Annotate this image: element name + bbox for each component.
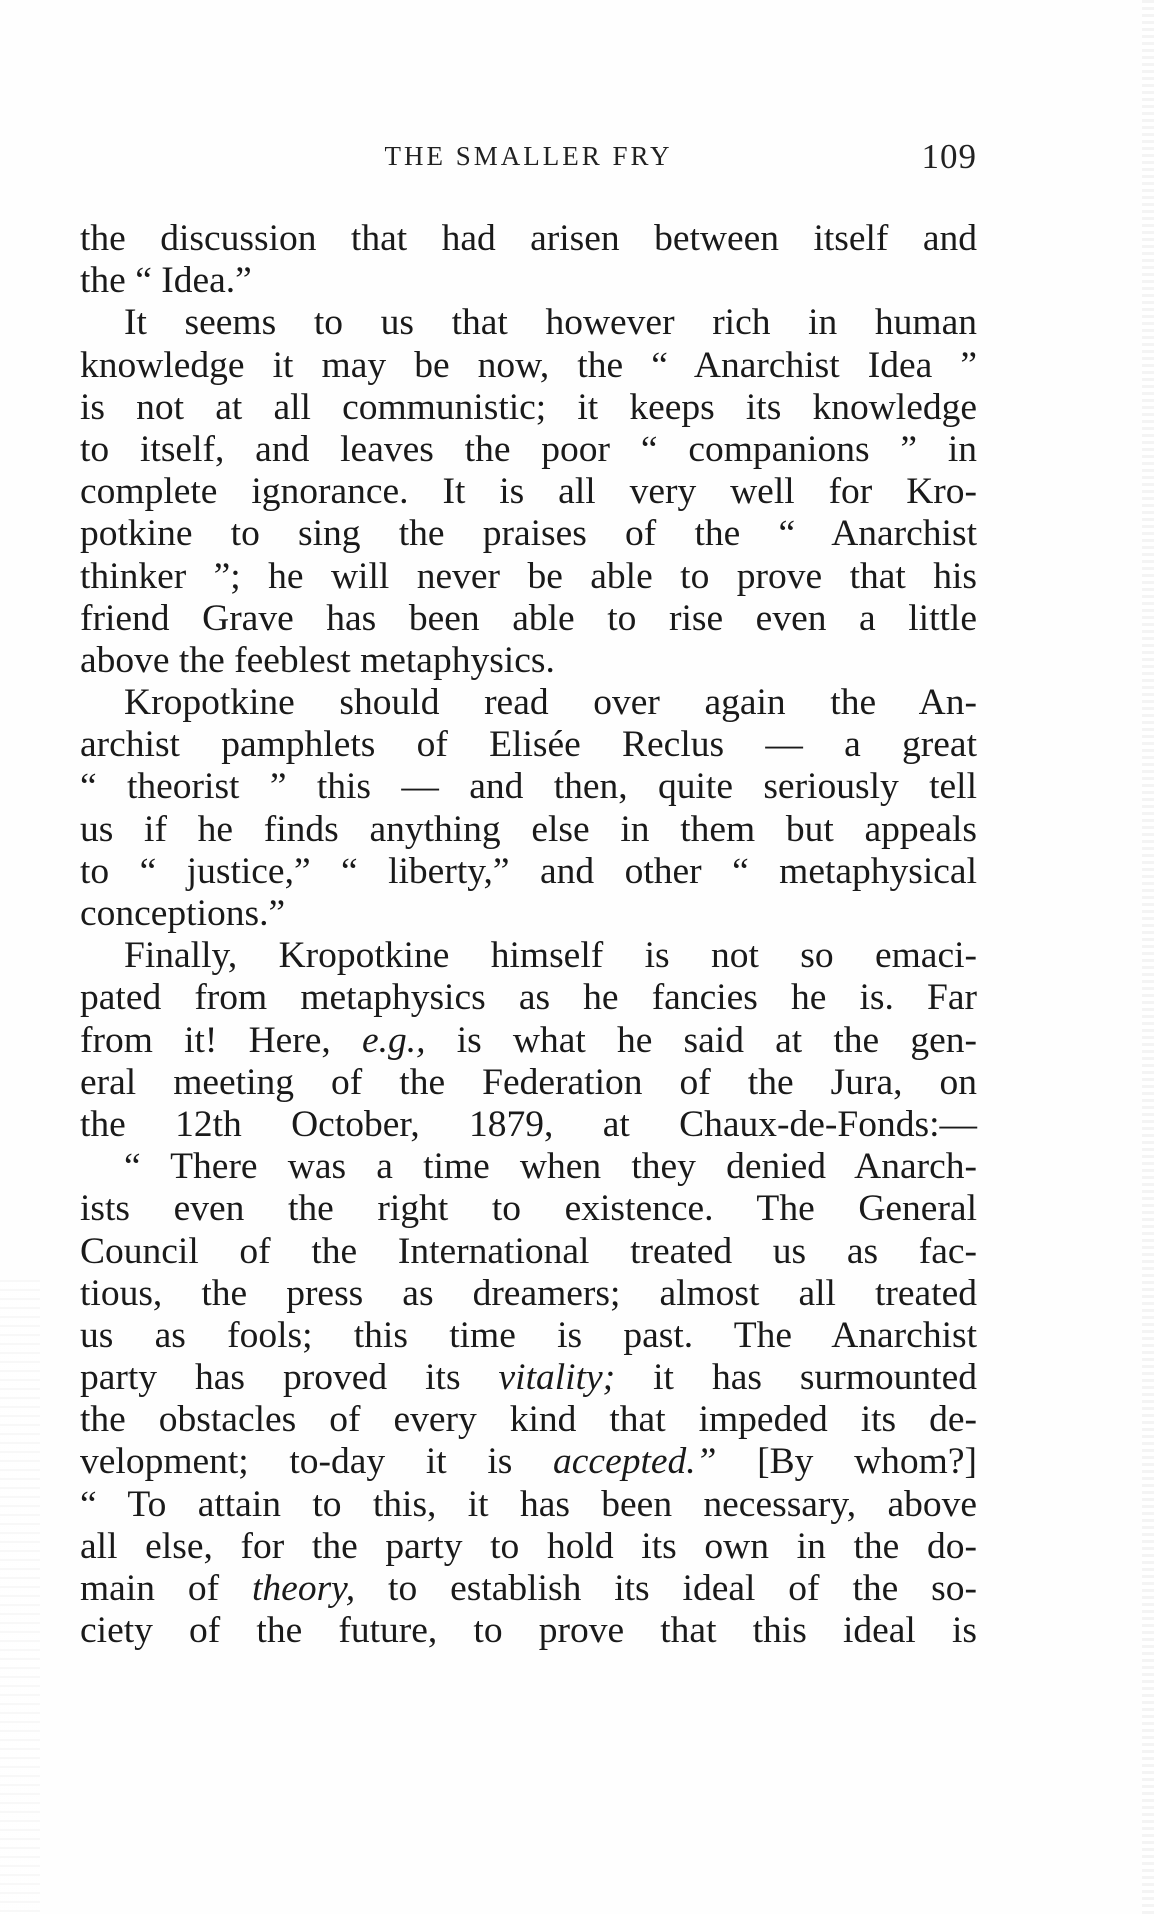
paragraph-first-line: Finally, Kropotkine himself is not so emaci-	[124, 935, 977, 977]
text-line: above the feeblest metaphysics.	[80, 639, 555, 681]
paragraph-first-line: Kropotkine should read over again the An-	[124, 682, 977, 724]
text-line: potkine to sing the praises of the “ Anarchist	[80, 513, 977, 555]
text-line: ciety of the future, to prove that this ideal is	[80, 1610, 977, 1652]
text-line: archist pamphlets of Elisée Reclus — a great	[80, 724, 977, 766]
italic-text: e.g.,	[362, 1019, 426, 1061]
page-edge-shading	[0, 1280, 40, 1914]
text-line: ists even the right to existence. The General	[80, 1188, 977, 1230]
text-line: us if he finds anything else in them but appeals	[80, 808, 977, 850]
text-line: from it! Here, e.g., is what he said at the gen-	[80, 1019, 978, 1061]
text-line: us as fools; this time is past. The Anarchist	[80, 1314, 977, 1356]
italic-text: theory,	[252, 1568, 356, 1609]
page-edge-shading	[1142, 0, 1154, 1914]
paragraph-first-line: It seems to us that however rich in human	[124, 302, 977, 344]
text-line: the obstacles of every kind that impeded its de-	[80, 1399, 977, 1441]
text-line: the discussion that had arisen between itself and	[80, 218, 977, 259]
running-header	[80, 137, 977, 181]
page-number: 109	[921, 137, 977, 176]
text-line: “ theorist ” this — and then, quite seriously tell	[80, 766, 977, 808]
italic-text: vitality;	[498, 1357, 616, 1399]
text-line: complete ignorance. It is all very well for Kro-	[80, 471, 977, 513]
text-line: to “ justice,” “ liberty,” and other “ metaphysical	[80, 850, 977, 892]
text-line: eral meeting of the Federation of the Jura, on	[80, 1061, 977, 1103]
text-line: thinker ”; he will never be able to prove that his	[80, 555, 977, 597]
text-line: all else, for the party to hold its own in the do-	[80, 1525, 977, 1567]
paragraph-first-line: “ There was a time when they denied Anarch-	[124, 1146, 977, 1188]
text-line: party has proved its vitality; it has surmounted	[80, 1357, 977, 1399]
text-line: Council of the International treated us as fac-	[80, 1230, 977, 1272]
text-line: conceptions.”	[80, 893, 286, 934]
text-line: knowledge it may be now, the “ Anarchist Idea ”	[80, 344, 977, 386]
text-line: pated from metaphysics as he fancies he is. Far	[80, 977, 977, 1019]
body-text	[80, 218, 977, 1652]
text-line: friend Grave has been able to rise even a little	[80, 597, 977, 639]
text-line: the “ Idea.”	[80, 260, 252, 302]
text-line: tious, the press as dreamers; almost all treated	[80, 1272, 977, 1314]
text-line: to itself, and leaves the poor “ companions ” in	[80, 428, 977, 470]
italic-text: accepted.”	[553, 1441, 717, 1483]
running-title: THE SMALLER FRY	[384, 141, 673, 171]
text-line: is not at all communistic; it keeps its knowledge	[80, 386, 977, 428]
text-line: main of theory, to establish its ideal of the so-	[80, 1568, 977, 1609]
text-line: velopment; to-day it is accepted.” [By whom?]	[80, 1441, 977, 1483]
text-line: the 12th October, 1879, at Chaux-de-Fonds:—	[80, 1103, 977, 1145]
text-line: “ To attain to this, it has been necessary, above	[80, 1483, 977, 1525]
